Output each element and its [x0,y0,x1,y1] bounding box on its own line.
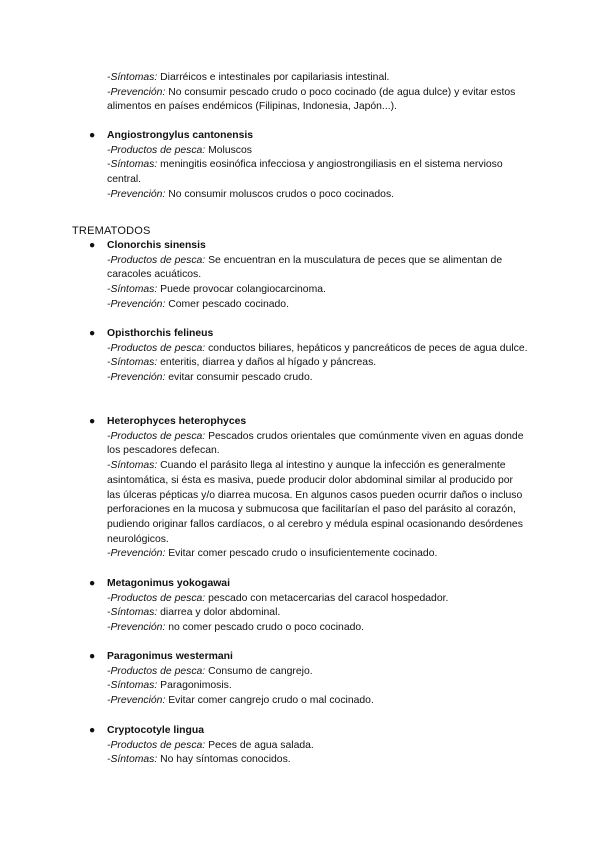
sintomas-line [107,71,527,86]
sintomas-text: Paragonimosis. [160,680,232,692]
sintomas-label: -Síntomas: [107,357,158,369]
sintomas-line [107,356,529,371]
prevencion-text: Evitar comer cangrejo crudo o mal cocinado. [168,695,374,707]
sintomas-label: -Síntomas: [107,284,158,296]
productos-text: Moluscos [208,144,252,156]
productos-label: -Productos de pesca: [107,342,206,354]
prevencion-line [107,188,529,203]
entry-title [89,239,529,254]
entry-opisthorchis [89,327,529,386]
entry-title [89,415,529,430]
productos-label: -Productos de pesca: [107,739,206,751]
prevencion-text: Comer pescado cocinado. [168,298,289,310]
sintomas-line [107,606,529,621]
prevencion-line [107,547,529,562]
prevencion-label: -Prevención: [107,695,166,707]
entry-body [89,144,529,203]
parasite-name: Paragonimus westermani [107,651,233,662]
productos-line [107,665,529,680]
prevencion-label: -Prevención: [107,86,166,98]
entry-cryptocotyle [89,724,529,768]
section-title-trematodos: TREMATODOS [72,225,151,237]
sintomas-line [107,459,529,547]
prevencion-label: -Prevención: [107,298,166,310]
productos-line [107,430,529,459]
productos-line [107,592,529,607]
entry-body [89,665,529,709]
entry-angiostrongylus [89,129,529,203]
sintomas-label: -Síntomas: [107,754,158,766]
parasite-name: Heterophyces heterophyces [107,416,247,427]
productos-text: Se encuentran en la musculatura de peces que se alimentan de caracoles acuáticos. [107,254,503,281]
parasite-name: Angiostrongylus cantonensis [107,130,254,141]
sintomas-label: -Síntomas: [107,159,158,171]
productos-line [107,144,529,159]
sintomas-label: -Síntomas: [107,607,158,619]
entry-title [89,650,529,665]
prevencion-line [107,86,527,115]
prevencion-line [107,298,529,313]
productos-label: -Productos de pesca: [107,430,206,442]
prevencion-text: no comer pescado crudo o poco cocinado. [168,622,365,634]
prevencion-line [107,694,529,709]
entry-title [89,327,529,342]
productos-text: Pescados crudos orientales que comúnmente viven en aguas donde los pescadores defecan. [107,430,524,457]
sintomas-text: No hay síntomas conocidos. [160,754,291,766]
parasite-name: Cryptocotyle lingua [107,725,204,736]
productos-label: -Productos de pesca: [107,254,206,266]
parasite-name: Metagonimus yokogawai [107,578,230,589]
entry-body [89,592,529,636]
prevencion-text: evitar consumir pescado crudo. [168,372,313,384]
bullet-icon: ● [89,416,96,427]
prevencion-line [107,371,529,386]
entry-heterophyces [89,415,529,562]
sintomas-text: Cuando el parásito llega al intestino y aunque la infección es generalmente asintomática, si ésta es masiva, puede producir dolor abdominal similar al producido por las úlceras pépticas y/o diarrea mucosa. En algunos casos pueden ocurrir daños o incluso perforaciones en la mucosa y submucosa que facilitarían el paso del parásito al corazón, pudiendo originar fallos cardíacos, o al cerebro y médula espinal ocasionando desórdenes neurológicos. [107,460,523,545]
bullet-icon: ● [89,328,96,339]
sintomas-text: meningitis eosinófica infecciosa y angiostrongiliasis en el sistema nervioso central. [107,159,503,186]
entry-title [89,577,529,592]
sintomas-line [107,753,529,768]
parasite-name: Opisthorchis felineus [107,328,214,339]
productos-text: conductos biliares, hepáticos y pancreáticos de peces de agua dulce. [208,342,528,354]
sintomas-line [107,158,529,187]
sintomas-label: -Síntomas: [107,460,158,472]
entry-metagonimus [89,577,529,636]
productos-text: Consumo de cangrejo. [208,665,313,677]
sintomas-label: -Síntomas: [107,72,158,83]
prevencion-label: -Prevención: [107,188,166,200]
entry-body [89,430,529,562]
sintomas-text: diarrea y dolor abdominal. [160,607,281,619]
productos-label: -Productos de pesca: [107,592,206,604]
productos-line [107,739,529,754]
entry-clonorchis [89,239,529,313]
prevencion-label: -Prevención: [107,372,166,384]
bullet-icon: ● [89,240,96,251]
prevencion-text: Evitar comer pescado crudo o insuficientemente cocinado. [168,548,438,560]
bullet-icon: ● [89,578,96,589]
sintomas-text: Puede provocar colangiocarcinoma. [160,284,326,296]
bullet-icon: ● [89,725,96,736]
entry-body [89,739,529,768]
sintomas-text: enteritis, diarrea y daños al hígado y páncreas. [160,357,377,369]
productos-label: -Productos de pesca: [107,144,206,156]
sintomas-line [107,283,529,298]
sintomas-text: Diarréicos e intestinales por capilariasis intestinal. [160,72,390,83]
entry-body [89,254,529,313]
entry-title [89,129,529,144]
sintomas-label: -Síntomas: [107,680,158,692]
sintomas-line [107,679,529,694]
prevencion-line [107,621,529,636]
bullet-icon: ● [89,651,96,662]
parasite-name: Clonorchis sinensis [107,240,206,251]
entry-paragonimus [89,650,529,709]
prevencion-label: -Prevención: [107,548,166,560]
prevencion-text: No consumir pescado crudo o poco cocinado (de agua dulce) y evitar estos alimentos en países endémicos (Filipinas, Indonesia, Japón...). [107,86,516,113]
entry-body [89,342,529,386]
productos-label: -Productos de pesca: [107,665,206,677]
entry-title [89,724,529,739]
productos-line [107,342,529,357]
capillaria-continuation [107,71,527,115]
prevencion-label: -Prevención: [107,622,166,634]
productos-text: Peces de agua salada. [208,739,314,751]
productos-text: pescado con metacercarias del caracol hospedador. [208,592,449,604]
productos-line [107,254,529,283]
prevencion-text: No consumir moluscos crudos o poco cocinados. [168,188,395,200]
bullet-icon: ● [89,130,96,141]
